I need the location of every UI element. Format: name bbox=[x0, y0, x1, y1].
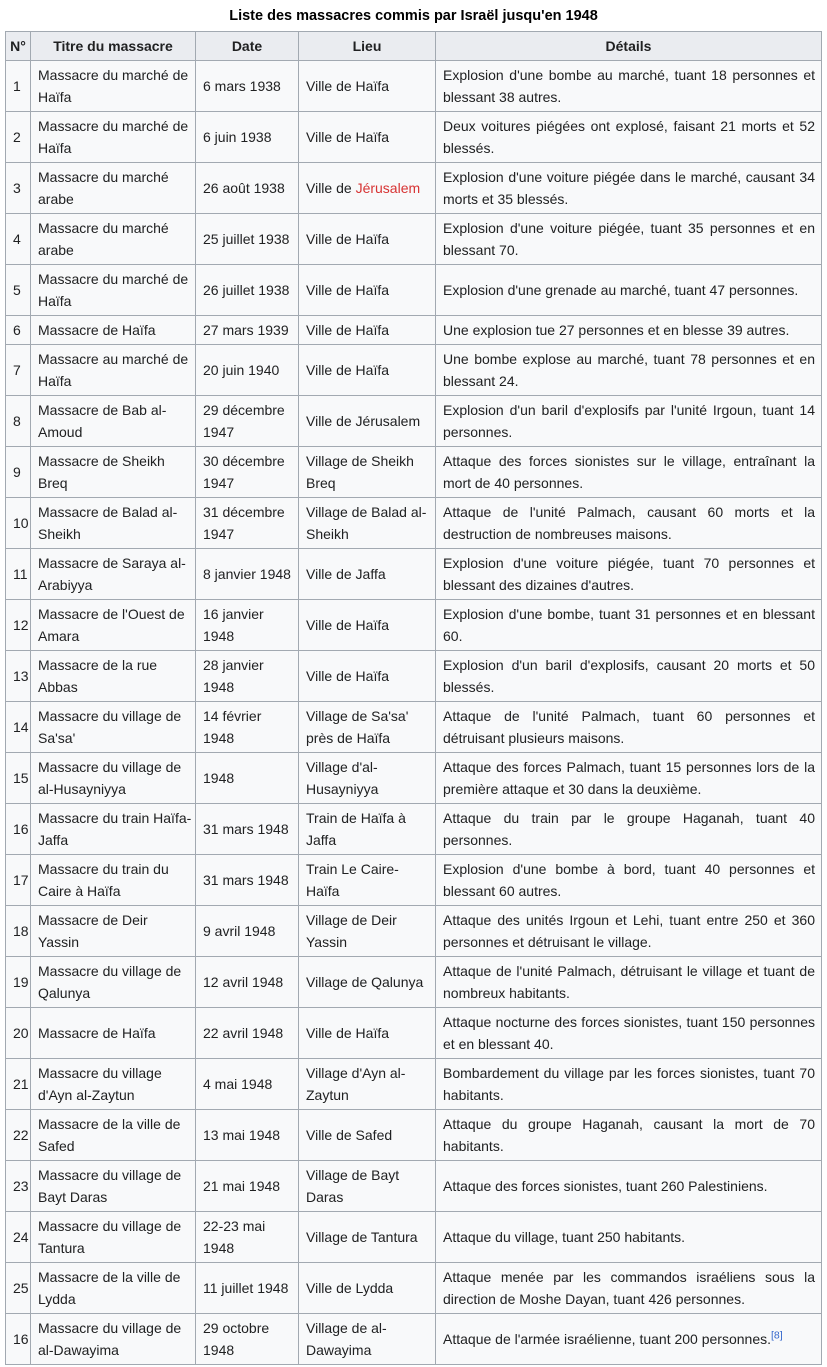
massacre-title-cell: Massacre du village de Bayt Daras bbox=[31, 1161, 196, 1212]
location-cell: Train de Haïfa à Jaffa bbox=[299, 804, 436, 855]
row-number-cell: 4 bbox=[6, 214, 31, 265]
table-row bbox=[6, 163, 822, 214]
details-cell: Explosion d'une bombe à bord, tuant 40 personnes et blessant 60 autres. bbox=[436, 855, 822, 906]
massacre-title-cell: Massacre du village de al-Dawayima bbox=[31, 1314, 196, 1365]
table-body bbox=[6, 61, 822, 1365]
row-number-cell: 17 bbox=[6, 855, 31, 906]
massacre-title-cell: Massacre du village d'Ayn al-Zaytun bbox=[31, 1059, 196, 1110]
table-header-row bbox=[6, 32, 822, 61]
date-cell: 13 mai 1948 bbox=[196, 1110, 299, 1161]
column-header-details: Détails bbox=[436, 32, 822, 61]
massacre-title-cell: Massacre du train du Caire à Haïfa bbox=[31, 855, 196, 906]
row-number-cell: 13 bbox=[6, 651, 31, 702]
row-number-cell: 24 bbox=[6, 1212, 31, 1263]
details-cell: Attaque des forces sionistes sur le village, entraînant la mort de 40 personnes. bbox=[436, 447, 822, 498]
location-cell: Village de Balad al-Sheikh bbox=[299, 498, 436, 549]
massacre-title-cell: Massacre du marché de Haïfa bbox=[31, 112, 196, 163]
details-cell: Attaque de l'armée israélienne, tuant 200 personnes.[8] bbox=[436, 1314, 822, 1365]
date-cell: 31 mars 1948 bbox=[196, 855, 299, 906]
table-row bbox=[6, 1110, 822, 1161]
date-cell: 9 avril 1948 bbox=[196, 906, 299, 957]
row-number-cell: 6 bbox=[6, 316, 31, 345]
massacre-title-cell: Massacre du train Haïfa-Jaffa bbox=[31, 804, 196, 855]
date-cell: 29 octobre 1948 bbox=[196, 1314, 299, 1365]
details-cell: Une explosion tue 27 personnes et en blesse 39 autres. bbox=[436, 316, 822, 345]
date-cell: 22-23 mai 1948 bbox=[196, 1212, 299, 1263]
location-cell: Ville de Haïfa bbox=[299, 61, 436, 112]
date-cell: 20 juin 1940 bbox=[196, 345, 299, 396]
details-cell: Explosion d'une grenade au marché, tuant 47 personnes. bbox=[436, 265, 822, 316]
massacre-title-cell: Massacre de Balad al-Sheikh bbox=[31, 498, 196, 549]
massacre-title-cell: Massacre du marché de Haïfa bbox=[31, 265, 196, 316]
date-cell: 21 mai 1948 bbox=[196, 1161, 299, 1212]
massacre-title-cell: Massacre du marché de Haïfa bbox=[31, 61, 196, 112]
table-row bbox=[6, 804, 822, 855]
row-number-cell: 19 bbox=[6, 957, 31, 1008]
row-number-cell: 11 bbox=[6, 549, 31, 600]
row-number-cell: 10 bbox=[6, 498, 31, 549]
table-row bbox=[6, 396, 822, 447]
date-cell: 1948 bbox=[196, 753, 299, 804]
location-cell: Ville de Safed bbox=[299, 1110, 436, 1161]
row-number-cell: 8 bbox=[6, 396, 31, 447]
massacre-title-cell: Massacre de la ville de Lydda bbox=[31, 1263, 196, 1314]
jerusalem-redlink[interactable]: Jérusalem bbox=[355, 180, 421, 196]
table-row bbox=[6, 1212, 822, 1263]
details-cell: Explosion d'une bombe au marché, tuant 18 personnes et blessant 38 autres. bbox=[436, 61, 822, 112]
location-cell: Ville de Lydda bbox=[299, 1263, 436, 1314]
row-number-cell: 16 bbox=[6, 804, 31, 855]
table-row bbox=[6, 1059, 822, 1110]
table-row bbox=[6, 265, 822, 316]
details-cell: Attaque de l'unité Palmach, détruisant le village et tuant de nombreux habitants. bbox=[436, 957, 822, 1008]
massacre-title-cell: Massacre de la ville de Safed bbox=[31, 1110, 196, 1161]
date-cell: 8 janvier 1948 bbox=[196, 549, 299, 600]
massacre-title-cell: Massacre au marché de Haïfa bbox=[31, 345, 196, 396]
table-row bbox=[6, 549, 822, 600]
column-header-number: N° bbox=[6, 32, 31, 61]
date-cell: 31 mars 1948 bbox=[196, 804, 299, 855]
massacre-title-cell: Massacre de Haïfa bbox=[31, 1008, 196, 1059]
location-cell: Village de Deir Yassin bbox=[299, 906, 436, 957]
details-cell: Explosion d'un baril d'explosifs par l'unité Irgoun, tuant 14 personnes. bbox=[436, 396, 822, 447]
row-number-cell: 12 bbox=[6, 600, 31, 651]
reference-marker bbox=[771, 1329, 783, 1341]
location-cell: Ville de Haïfa bbox=[299, 265, 436, 316]
massacre-title-cell: Massacre de Saraya al-Arabiyya bbox=[31, 549, 196, 600]
massacre-title-cell: Massacre de la rue Abbas bbox=[31, 651, 196, 702]
row-number-cell: 23 bbox=[6, 1161, 31, 1212]
column-header-date: Date bbox=[196, 32, 299, 61]
massacre-title-cell: Massacre du village de Qalunya bbox=[31, 957, 196, 1008]
massacre-title-cell: Massacre de Sheikh Breq bbox=[31, 447, 196, 498]
table-row bbox=[6, 651, 822, 702]
location-cell: Ville de Jérusalem bbox=[299, 396, 436, 447]
reference-link[interactable]: [8] bbox=[771, 1329, 783, 1342]
date-cell: 26 juillet 1938 bbox=[196, 265, 299, 316]
table-row bbox=[6, 702, 822, 753]
table-row bbox=[6, 214, 822, 265]
table-row bbox=[6, 753, 822, 804]
table-row bbox=[6, 112, 822, 163]
table-row bbox=[6, 345, 822, 396]
location-cell: Village de Sa'sa' près de Haïfa bbox=[299, 702, 436, 753]
row-number-cell: 20 bbox=[6, 1008, 31, 1059]
date-cell: 6 mars 1938 bbox=[196, 61, 299, 112]
row-number-cell: 21 bbox=[6, 1059, 31, 1110]
massacre-title-cell: Massacre du village de Sa'sa' bbox=[31, 702, 196, 753]
details-cell: Deux voitures piégées ont explosé, faisant 21 morts et 52 blessés. bbox=[436, 112, 822, 163]
table-row bbox=[6, 1008, 822, 1059]
row-number-cell: 1 bbox=[6, 61, 31, 112]
date-cell: 16 janvier 1948 bbox=[196, 600, 299, 651]
massacre-title-cell: Massacre du marché arabe bbox=[31, 163, 196, 214]
massacre-title-cell: Massacre du marché arabe bbox=[31, 214, 196, 265]
row-number-cell: 22 bbox=[6, 1110, 31, 1161]
massacre-title-cell: Massacre du village de Tantura bbox=[31, 1212, 196, 1263]
details-cell: Explosion d'une voiture piégée, tuant 35 personnes et en blessant 70. bbox=[436, 214, 822, 265]
location-cell: Ville de Haïfa bbox=[299, 345, 436, 396]
details-cell: Explosion d'une bombe, tuant 31 personnes et en blessant 60. bbox=[436, 600, 822, 651]
location-cell: Ville de Jérusalem bbox=[299, 163, 436, 214]
date-cell: 30 décembre 1947 bbox=[196, 447, 299, 498]
row-number-cell: 7 bbox=[6, 345, 31, 396]
massacre-title-cell: Massacre de Bab al-Amoud bbox=[31, 396, 196, 447]
table-row bbox=[6, 447, 822, 498]
details-cell: Attaque nocturne des forces sionistes, tuant 150 personnes et en blessant 40. bbox=[436, 1008, 822, 1059]
details-cell: Attaque de l'unité Palmach, tuant 60 personnes et détruisant plusieurs maisons. bbox=[436, 702, 822, 753]
location-cell: Train Le Caire-Haïfa bbox=[299, 855, 436, 906]
row-number-cell: 18 bbox=[6, 906, 31, 957]
massacre-title-cell: Massacre de l'Ouest de Amara bbox=[31, 600, 196, 651]
date-cell: 12 avril 1948 bbox=[196, 957, 299, 1008]
date-cell: 14 février 1948 bbox=[196, 702, 299, 753]
table-row bbox=[6, 1161, 822, 1212]
row-number-cell: 16 bbox=[6, 1314, 31, 1365]
date-cell: 27 mars 1939 bbox=[196, 316, 299, 345]
details-cell: Attaque du train par le groupe Haganah, tuant 40 personnes. bbox=[436, 804, 822, 855]
column-header-title: Titre du massacre bbox=[31, 32, 196, 61]
location-cell: Ville de Jaffa bbox=[299, 549, 436, 600]
date-cell: 25 juillet 1938 bbox=[196, 214, 299, 265]
massacre-title-cell: Massacre de Haïfa bbox=[31, 316, 196, 345]
table-row bbox=[6, 61, 822, 112]
table-row bbox=[6, 906, 822, 957]
location-cell: Ville de Haïfa bbox=[299, 1008, 436, 1059]
details-cell: Attaque des unités Irgoun et Lehi, tuant entre 250 et 360 personnes et détruisant le village. bbox=[436, 906, 822, 957]
date-cell: 4 mai 1948 bbox=[196, 1059, 299, 1110]
details-cell: Attaque du groupe Haganah, causant la mort de 70 habitants. bbox=[436, 1110, 822, 1161]
date-cell: 26 août 1938 bbox=[196, 163, 299, 214]
date-cell: 22 avril 1948 bbox=[196, 1008, 299, 1059]
details-cell: Explosion d'une voiture piégée, tuant 70 personnes et blessant des dizaines d'autres. bbox=[436, 549, 822, 600]
massacre-title-cell: Massacre du village de al-Husayniyya bbox=[31, 753, 196, 804]
row-number-cell: 9 bbox=[6, 447, 31, 498]
table-row bbox=[6, 1314, 822, 1365]
date-cell: 28 janvier 1948 bbox=[196, 651, 299, 702]
details-cell: Bombardement du village par les forces sionistes, tuant 70 habitants. bbox=[436, 1059, 822, 1110]
date-cell: 29 décembre 1947 bbox=[196, 396, 299, 447]
date-cell: 11 juillet 1948 bbox=[196, 1263, 299, 1314]
location-cell: Ville de Haïfa bbox=[299, 600, 436, 651]
location-cell: Village de Bayt Daras bbox=[299, 1161, 436, 1212]
location-cell: Ville de Haïfa bbox=[299, 112, 436, 163]
details-cell: Attaque de l'unité Palmach, causant 60 morts et la destruction de nombreuses maisons. bbox=[436, 498, 822, 549]
row-number-cell: 15 bbox=[6, 753, 31, 804]
row-number-cell: 2 bbox=[6, 112, 31, 163]
location-cell: Village d'Ayn al-Zaytun bbox=[299, 1059, 436, 1110]
table-row bbox=[6, 1263, 822, 1314]
location-cell: Village d'al-Husayniyya bbox=[299, 753, 436, 804]
row-number-cell: 25 bbox=[6, 1263, 31, 1314]
details-cell: Attaque des forces sionistes, tuant 260 Palestiniens. bbox=[436, 1161, 822, 1212]
date-cell: 31 décembre 1947 bbox=[196, 498, 299, 549]
table-caption: Liste des massacres commis par Israël jusqu'en 1948 bbox=[229, 8, 598, 24]
table-row bbox=[6, 316, 822, 345]
table-row bbox=[6, 957, 822, 1008]
table-row bbox=[6, 600, 822, 651]
row-number-cell: 3 bbox=[6, 163, 31, 214]
massacre-title-cell: Massacre de Deir Yassin bbox=[31, 906, 196, 957]
location-cell: Village de Sheikh Breq bbox=[299, 447, 436, 498]
location-cell: Ville de Haïfa bbox=[299, 214, 436, 265]
details-cell: Attaque menée par les commandos israéliens sous la direction de Moshe Dayan, tuant 426 personnes. bbox=[436, 1263, 822, 1314]
row-number-cell: 14 bbox=[6, 702, 31, 753]
details-cell: Explosion d'une voiture piégée dans le marché, causant 34 morts et 35 blessés. bbox=[436, 163, 822, 214]
details-cell: Une bombe explose au marché, tuant 78 personnes et en blessant 24. bbox=[436, 345, 822, 396]
details-cell: Attaque des forces Palmach, tuant 15 personnes lors de la première attaque et 30 dans la deuxième. bbox=[436, 753, 822, 804]
massacres-table bbox=[5, 2, 822, 1365]
location-cell: Village de Tantura bbox=[299, 1212, 436, 1263]
row-number-cell: 5 bbox=[6, 265, 31, 316]
location-cell: Ville de Haïfa bbox=[299, 316, 436, 345]
location-cell: Village de Qalunya bbox=[299, 957, 436, 1008]
details-cell: Explosion d'un baril d'explosifs, causant 20 morts et 50 blessés. bbox=[436, 651, 822, 702]
table-row bbox=[6, 855, 822, 906]
date-cell: 6 juin 1938 bbox=[196, 112, 299, 163]
location-cell: Village de al-Dawayima bbox=[299, 1314, 436, 1365]
details-cell: Attaque du village, tuant 250 habitants. bbox=[436, 1212, 822, 1263]
location-cell: Ville de Haïfa bbox=[299, 651, 436, 702]
column-header-location: Lieu bbox=[299, 32, 436, 61]
table-row bbox=[6, 498, 822, 549]
